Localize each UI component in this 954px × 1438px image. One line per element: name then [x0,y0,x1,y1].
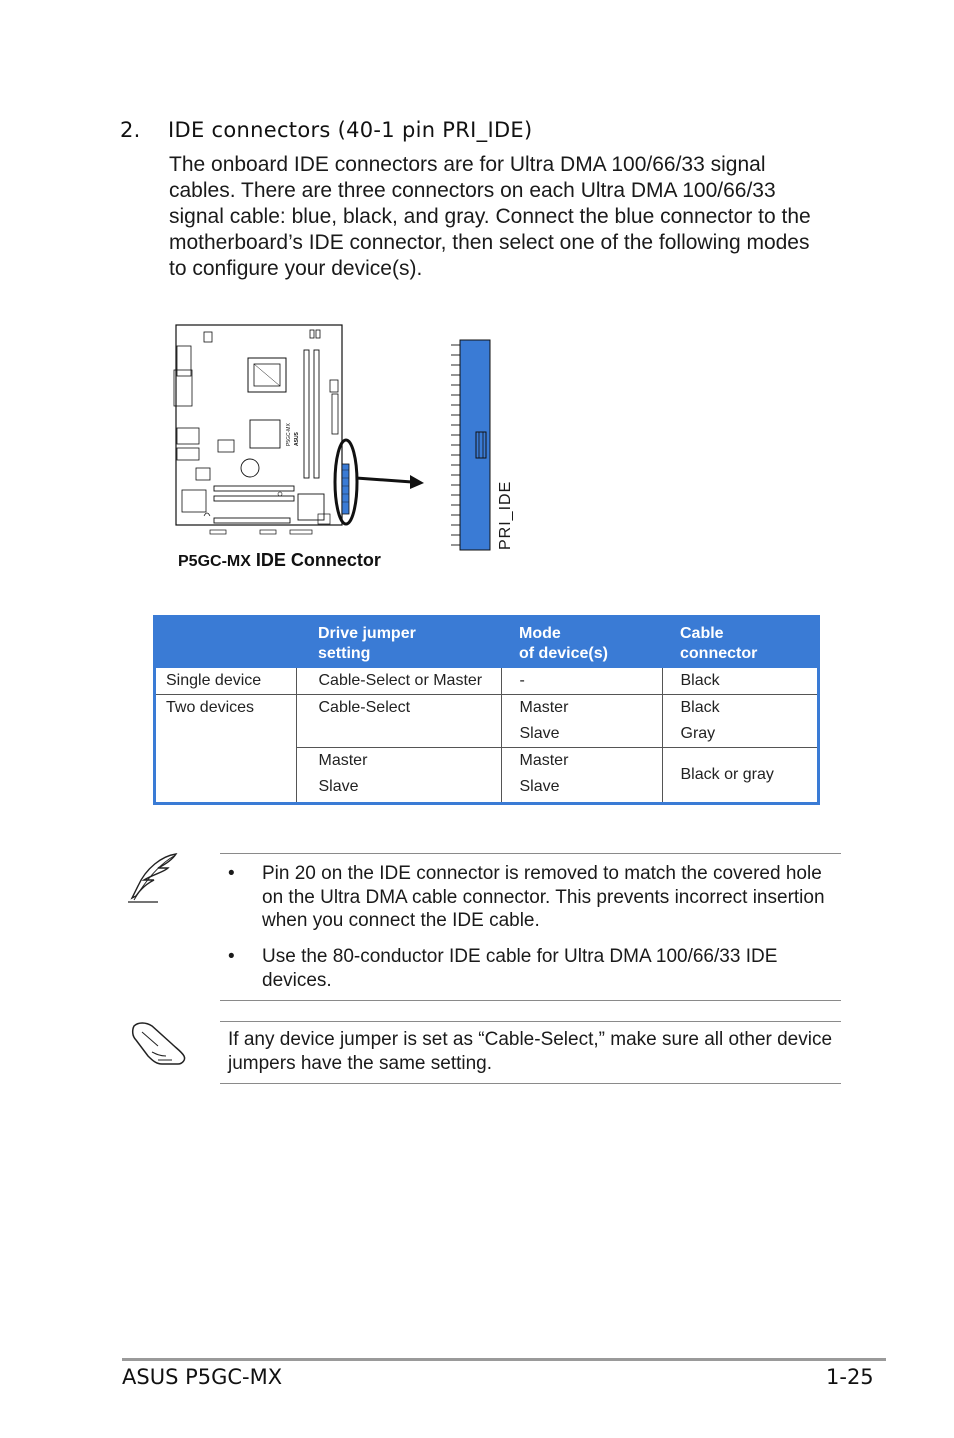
row-label [155,695,297,804]
row-cable [662,695,819,748]
row-mode [501,748,662,804]
row-cable [662,748,819,804]
bullet-text: Use the 80-conductor IDE cable for Ultra DMA 100/66/33 IDE devices. [262,946,778,991]
mode-text: Master [519,752,569,769]
jumper-text: Slave [318,778,359,795]
mode-text: Slave [519,778,560,795]
table-row [155,668,819,695]
battery [241,459,259,477]
pri-ide-label: PRI_IDE [497,480,514,550]
header-drive-jumper-line1: Drive jumper [318,625,416,642]
connector-pins [451,345,460,545]
pointing-hand-icon [128,1016,190,1070]
note1-bottom-rule [220,1000,841,1001]
note2-bottom-rule [220,1083,841,1084]
header-blank [155,617,297,669]
header-mode-line1: Mode [519,625,561,642]
ide-mode-table [153,615,820,805]
pci-slot-2 [214,496,294,501]
header-cable [662,617,819,669]
mode-text: Slave [519,725,560,742]
bullet-dot: • [228,946,235,967]
header-mode [501,617,662,669]
table-row [155,695,819,748]
row-label: Single device [155,668,297,695]
header-drive-jumper-line2: setting [318,645,371,662]
row-mode: - [501,668,662,695]
section-title: IDE connectors (40-1 pin PRI_IDE) [168,118,533,142]
caption-model: P5GC-MX [178,553,251,570]
footer-rule [122,1358,886,1361]
header-mode-line2: of device(s) [519,645,608,662]
pci-slot-1 [214,486,294,491]
intro-paragraph: The onboard IDE connectors are for Ultra DMA 100/66/33 signal cables. There are three connectors on each Ultra DMA 100/66/33 signal cable: blue, black, and gray. Connect the blue connector to the motherboard’s IDE connector, then select one of the following modes to configure your device(s). [169,153,811,280]
board-model-label: P5GC-MX [286,423,292,446]
header-drive-jumper [296,617,501,669]
footer-product: ASUS P5GC-MX [122,1365,283,1389]
jumper-text: Master [318,752,368,769]
header-cable-line1: Cable [680,625,724,642]
row-mode [501,695,662,748]
board-ide-connector [342,464,349,514]
bullet-dot: • [228,863,235,884]
brand-mark: ASUS [294,432,300,446]
header-cable-line2: connector [680,645,758,662]
feather-pen-icon [124,850,182,906]
cable-text: Black or gray [680,766,774,783]
section-heading [120,118,532,142]
row-jumper [296,748,501,804]
motherboard-diagram [170,318,530,578]
mode-text: Master [519,699,569,716]
caution-text: If any device jumper is set as “Cable-Select,” make sure all other device jumpers have the same setting. [228,1029,833,1074]
pointer-arrow [356,478,412,482]
note1-top-rule [220,853,841,854]
section-number: 2. [120,118,141,142]
row-jumper: Cable-Select or Master [296,668,501,695]
dimm-slot-2 [314,350,319,478]
northbridge-chip [250,420,280,448]
board-outline [176,325,342,525]
pci-slot-3 [214,518,290,523]
caption-text: IDE Connector [255,550,381,570]
cable-text: Gray [680,725,716,742]
dimm-slot-1 [304,350,309,478]
row-label-text: Two devices [166,699,255,716]
note2-top-rule [220,1021,841,1022]
row-jumper [296,695,501,748]
jumper-text: Cable-Select [318,699,411,716]
footer-page-number: 1-25 [826,1365,874,1389]
bullet-text: Pin 20 on the IDE connector is removed to match the covered hole on the Ultra DMA cable connector. This prevents incorrect insertion when you connect the IDE cable. [262,863,825,931]
table-header-row [155,617,819,669]
diagram-caption [178,550,381,571]
cable-text: Black [680,699,720,716]
row-cable: Black [662,668,819,695]
